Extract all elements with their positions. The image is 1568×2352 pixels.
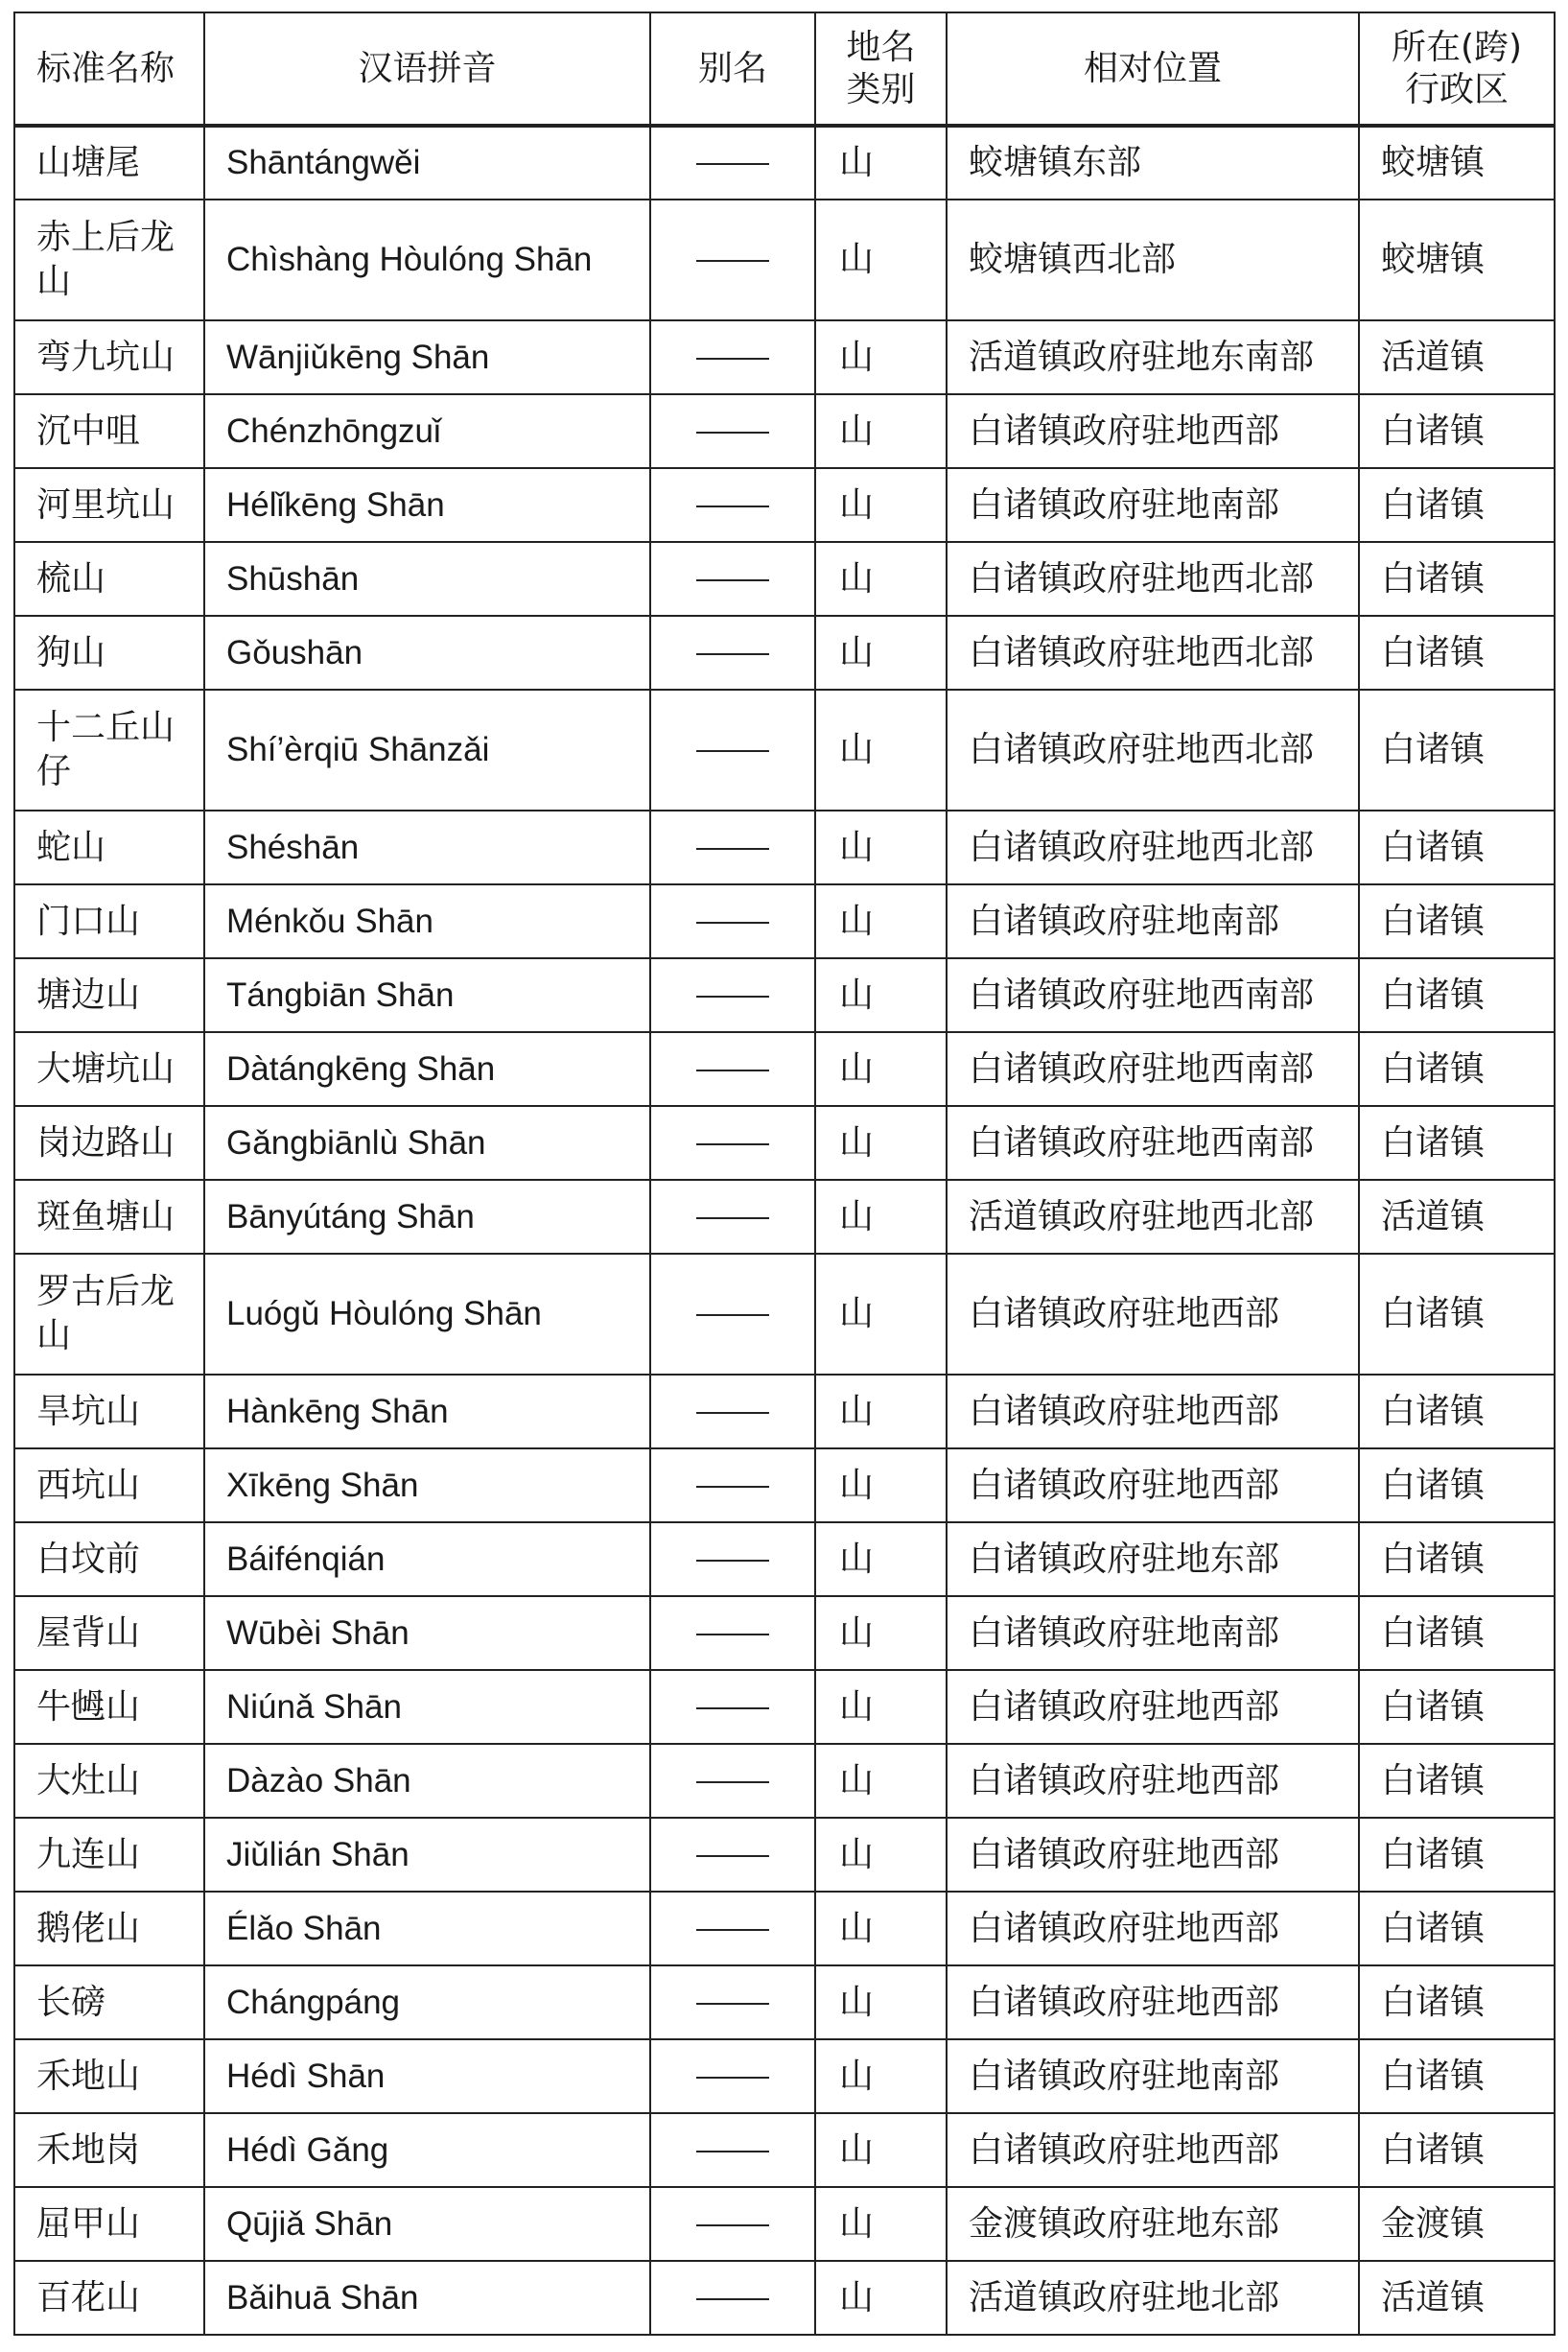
place-type-cell: 山	[815, 126, 947, 200]
pinyin-cell: Ménkǒu Shān	[204, 884, 650, 958]
alias-dash	[696, 260, 769, 262]
relative-position-cell: 蛟塘镇东部	[947, 126, 1359, 200]
alias-dash	[696, 2151, 769, 2152]
table-row	[14, 811, 1555, 884]
standard-name-cell: 旱坑山	[14, 1375, 204, 1448]
relative-position-cell: 活道镇政府驻地西北部	[947, 1180, 1359, 1254]
alias-cell	[650, 200, 815, 320]
alias-cell	[650, 1375, 815, 1448]
place-type-cell: 山	[815, 2261, 947, 2335]
table-row	[14, 1375, 1555, 1448]
relative-position-cell: 活道镇政府驻地东南部	[947, 320, 1359, 394]
alias-dash	[696, 750, 769, 752]
header-admin-region	[1359, 12, 1555, 126]
admin-region-cell: 白诸镇	[1359, 1965, 1555, 2039]
place-type-cell: 山	[815, 1892, 947, 1965]
place-type-cell: 山	[815, 1670, 947, 1744]
alias-cell	[650, 2187, 815, 2261]
alias-cell	[650, 320, 815, 394]
admin-region-cell: 白诸镇	[1359, 1375, 1555, 1448]
pinyin-cell: Qūjiǎ Shān	[204, 2187, 650, 2261]
pinyin-cell: Báifénqián	[204, 1522, 650, 1596]
relative-position-cell: 白诸镇政府驻地西部	[947, 1448, 1359, 1522]
standard-name-cell: 长磅	[14, 1965, 204, 2039]
relative-position-cell: 白诸镇政府驻地西部	[947, 1375, 1359, 1448]
relative-position-cell: 白诸镇政府驻地西南部	[947, 958, 1359, 1032]
alias-dash	[696, 1707, 769, 1709]
standard-name-cell: 弯九坑山	[14, 320, 204, 394]
place-type-cell: 山	[815, 200, 947, 320]
standard-name-cell: 西坑山	[14, 1448, 204, 1522]
relative-position-cell: 白诸镇政府驻地西南部	[947, 1032, 1359, 1106]
relative-position-cell: 白诸镇政府驻地南部	[947, 468, 1359, 542]
pinyin-cell: Bǎihuā Shān	[204, 2261, 650, 2335]
admin-region-cell: 白诸镇	[1359, 394, 1555, 468]
standard-name-cell: 梳山	[14, 542, 204, 616]
table-row	[14, 126, 1555, 200]
relative-position-cell: 白诸镇政府驻地西部	[947, 394, 1359, 468]
table-row	[14, 1670, 1555, 1744]
alias-dash	[696, 506, 769, 507]
alias-cell	[650, 1522, 815, 1596]
place-type-cell: 山	[815, 320, 947, 394]
alias-dash	[696, 432, 769, 434]
pinyin-cell: Wūbèi Shān	[204, 1596, 650, 1670]
pinyin-cell: Jiǔlián Shān	[204, 1818, 650, 1892]
alias-cell	[650, 811, 815, 884]
place-type-cell: 山	[815, 1744, 947, 1818]
alias-dash	[696, 922, 769, 924]
place-type-cell: 山	[815, 1375, 947, 1448]
relative-position-cell: 白诸镇政府驻地西部	[947, 1965, 1359, 2039]
alias-cell	[650, 1744, 815, 1818]
alias-cell	[650, 2039, 815, 2113]
pinyin-cell: Niúnǎ Shān	[204, 1670, 650, 1744]
table-row	[14, 542, 1555, 616]
table-row	[14, 200, 1555, 320]
standard-name-cell: 百花山	[14, 2261, 204, 2335]
header-admin-region-line1: 所在(跨)	[1391, 27, 1523, 67]
alias-dash	[696, 2077, 769, 2079]
admin-region-cell: 蛟塘镇	[1359, 200, 1555, 320]
relative-position-cell: 金渡镇政府驻地东部	[947, 2187, 1359, 2261]
relative-position-cell: 白诸镇政府驻地西北部	[947, 690, 1359, 811]
table-row	[14, 1818, 1555, 1892]
pinyin-cell: Gǒushān	[204, 616, 650, 690]
pinyin-cell: Wānjiǔkēng Shān	[204, 320, 650, 394]
admin-region-cell: 白诸镇	[1359, 1254, 1555, 1375]
table-row	[14, 616, 1555, 690]
table-row	[14, 394, 1555, 468]
alias-cell	[650, 1106, 815, 1180]
place-type-cell: 山	[815, 2113, 947, 2187]
pinyin-cell: Xīkēng Shān	[204, 1448, 650, 1522]
pinyin-cell: Bānyútáng Shān	[204, 1180, 650, 1254]
admin-region-cell: 蛟塘镇	[1359, 126, 1555, 200]
header-relative-position: 相对位置	[947, 12, 1359, 126]
table-row	[14, 2113, 1555, 2187]
table-row	[14, 1522, 1555, 1596]
table-row	[14, 468, 1555, 542]
alias-dash	[696, 1314, 769, 1316]
pinyin-cell: Shéshān	[204, 811, 650, 884]
admin-region-cell: 白诸镇	[1359, 616, 1555, 690]
relative-position-cell: 白诸镇政府驻地南部	[947, 1596, 1359, 1670]
relative-position-cell: 白诸镇政府驻地西部	[947, 2113, 1359, 2187]
alias-cell	[650, 1448, 815, 1522]
admin-region-cell: 白诸镇	[1359, 1596, 1555, 1670]
place-type-cell: 山	[815, 1522, 947, 1596]
header-admin-region-line2: 行政区	[1404, 69, 1509, 109]
header-alias: 别名	[650, 12, 815, 126]
standard-name-cell: 禾地山	[14, 2039, 204, 2113]
alias-cell	[650, 468, 815, 542]
alias-cell	[650, 616, 815, 690]
relative-position-cell: 白诸镇政府驻地南部	[947, 2039, 1359, 2113]
place-type-cell: 山	[815, 394, 947, 468]
standard-name-cell: 禾地岗	[14, 2113, 204, 2187]
alias-dash	[696, 1929, 769, 1931]
place-type-cell: 山	[815, 468, 947, 542]
table-row	[14, 1448, 1555, 1522]
pinyin-cell: Shūshān	[204, 542, 650, 616]
alias-cell	[650, 1892, 815, 1965]
table-body	[14, 126, 1555, 2335]
standard-name-cell: 狗山	[14, 616, 204, 690]
header-place-type-line2: 类别	[846, 69, 916, 109]
place-type-cell: 山	[815, 2187, 947, 2261]
header-place-type-line1: 地名	[846, 27, 916, 67]
alias-cell	[650, 1965, 815, 2039]
standard-name-cell: 塘边山	[14, 958, 204, 1032]
alias-dash	[696, 1855, 769, 1857]
relative-position-cell: 白诸镇政府驻地西部	[947, 1254, 1359, 1375]
admin-region-cell: 白诸镇	[1359, 1106, 1555, 1180]
alias-cell	[650, 2113, 815, 2187]
admin-region-cell: 金渡镇	[1359, 2187, 1555, 2261]
alias-cell	[650, 542, 815, 616]
alias-dash	[696, 358, 769, 360]
alias-cell	[650, 394, 815, 468]
place-type-cell: 山	[815, 690, 947, 811]
table-row	[14, 1744, 1555, 1818]
standard-name-cell: 岗边路山	[14, 1106, 204, 1180]
admin-region-cell: 白诸镇	[1359, 1818, 1555, 1892]
alias-dash	[696, 2224, 769, 2226]
admin-region-cell: 白诸镇	[1359, 1892, 1555, 1965]
alias-dash	[696, 2298, 769, 2300]
pinyin-cell: Élǎo Shān	[204, 1892, 650, 1965]
table-row	[14, 884, 1555, 958]
relative-position-cell: 蛟塘镇西北部	[947, 200, 1359, 320]
place-type-cell: 山	[815, 1032, 947, 1106]
admin-region-cell: 白诸镇	[1359, 1670, 1555, 1744]
table-row	[14, 2187, 1555, 2261]
place-type-cell: 山	[815, 884, 947, 958]
admin-region-cell: 活道镇	[1359, 1180, 1555, 1254]
alias-cell	[650, 1032, 815, 1106]
pinyin-cell: Dàtángkēng Shān	[204, 1032, 650, 1106]
table-row	[14, 1596, 1555, 1670]
relative-position-cell: 白诸镇政府驻地西部	[947, 1818, 1359, 1892]
standard-name-cell: 门口山	[14, 884, 204, 958]
alias-cell	[650, 1670, 815, 1744]
relative-position-cell: 白诸镇政府驻地西部	[947, 1670, 1359, 1744]
table-row	[14, 1032, 1555, 1106]
table-row	[14, 2261, 1555, 2335]
place-type-cell: 山	[815, 1818, 947, 1892]
alias-cell	[650, 958, 815, 1032]
alias-dash	[696, 1486, 769, 1488]
alias-cell	[650, 884, 815, 958]
table-header-row	[14, 12, 1555, 126]
admin-region-cell: 白诸镇	[1359, 884, 1555, 958]
alias-dash	[696, 1634, 769, 1635]
alias-dash	[696, 163, 769, 165]
standard-name-cell: 赤上后龙山	[14, 200, 204, 320]
relative-position-cell: 白诸镇政府驻地西北部	[947, 616, 1359, 690]
alias-dash	[696, 1781, 769, 1783]
alias-dash	[696, 1070, 769, 1071]
admin-region-cell: 白诸镇	[1359, 468, 1555, 542]
place-type-cell: 山	[815, 1596, 947, 1670]
alias-cell	[650, 126, 815, 200]
place-type-cell: 山	[815, 1180, 947, 1254]
alias-dash	[696, 1560, 769, 1562]
place-type-cell: 山	[815, 958, 947, 1032]
header-standard-name: 标准名称	[14, 12, 204, 126]
admin-region-cell: 白诸镇	[1359, 1448, 1555, 1522]
place-type-cell: 山	[815, 1106, 947, 1180]
place-type-cell: 山	[815, 2039, 947, 2113]
pinyin-cell: Chìshàng Hòulóng Shān	[204, 200, 650, 320]
table-row	[14, 1892, 1555, 1965]
place-type-cell: 山	[815, 1254, 947, 1375]
alias-dash	[696, 653, 769, 655]
admin-region-cell: 白诸镇	[1359, 811, 1555, 884]
place-name-table	[13, 12, 1556, 2336]
alias-dash	[696, 2003, 769, 2005]
relative-position-cell: 白诸镇政府驻地西部	[947, 1892, 1359, 1965]
standard-name-cell: 大灶山	[14, 1744, 204, 1818]
pinyin-cell: Shí’èrqiū Shānzǎi	[204, 690, 650, 811]
pinyin-cell: Tángbiān Shān	[204, 958, 650, 1032]
admin-region-cell: 活道镇	[1359, 2261, 1555, 2335]
place-type-cell: 山	[815, 811, 947, 884]
alias-cell	[650, 1818, 815, 1892]
admin-region-cell: 白诸镇	[1359, 542, 1555, 616]
standard-name-cell: 沉中咀	[14, 394, 204, 468]
standard-name-cell: 大塘坑山	[14, 1032, 204, 1106]
relative-position-cell: 白诸镇政府驻地西部	[947, 1744, 1359, 1818]
pinyin-cell: Chénzhōngzuǐ	[204, 394, 650, 468]
standard-name-cell: 山塘尾	[14, 126, 204, 200]
alias-cell	[650, 1596, 815, 1670]
standard-name-cell: 斑鱼塘山	[14, 1180, 204, 1254]
alias-dash	[696, 1217, 769, 1219]
admin-region-cell: 活道镇	[1359, 320, 1555, 394]
alias-dash	[696, 1412, 769, 1414]
table-row	[14, 958, 1555, 1032]
pinyin-cell: Hélǐkēng Shān	[204, 468, 650, 542]
admin-region-cell: 白诸镇	[1359, 2039, 1555, 2113]
admin-region-cell: 白诸镇	[1359, 1744, 1555, 1818]
admin-region-cell: 白诸镇	[1359, 1522, 1555, 1596]
pinyin-cell: Dàzào Shān	[204, 1744, 650, 1818]
pinyin-cell: Hédì Shān	[204, 2039, 650, 2113]
header-pinyin: 汉语拼音	[204, 12, 650, 126]
relative-position-cell: 活道镇政府驻地北部	[947, 2261, 1359, 2335]
standard-name-cell: 河里坑山	[14, 468, 204, 542]
pinyin-cell: Shāntángwěi	[204, 126, 650, 200]
relative-position-cell: 白诸镇政府驻地西南部	[947, 1106, 1359, 1180]
table-row	[14, 690, 1555, 811]
standard-name-cell: 屈甲山	[14, 2187, 204, 2261]
alias-dash	[696, 1143, 769, 1145]
place-type-cell: 山	[815, 1448, 947, 1522]
relative-position-cell: 白诸镇政府驻地南部	[947, 884, 1359, 958]
admin-region-cell: 白诸镇	[1359, 690, 1555, 811]
alias-cell	[650, 1180, 815, 1254]
relative-position-cell: 白诸镇政府驻地西北部	[947, 542, 1359, 616]
pinyin-cell: Chángpáng	[204, 1965, 650, 2039]
alias-dash	[696, 579, 769, 581]
table-row	[14, 1254, 1555, 1375]
table-row	[14, 1106, 1555, 1180]
standard-name-cell: 屋背山	[14, 1596, 204, 1670]
standard-name-cell: 白坟前	[14, 1522, 204, 1596]
pinyin-cell: Gǎngbiānlù Shān	[204, 1106, 650, 1180]
table-row	[14, 1180, 1555, 1254]
table-row	[14, 320, 1555, 394]
alias-cell	[650, 690, 815, 811]
alias-dash	[696, 848, 769, 850]
standard-name-cell: 罗古后龙山	[14, 1254, 204, 1375]
header-place-type	[815, 12, 947, 126]
table-row	[14, 1965, 1555, 2039]
alias-cell	[650, 2261, 815, 2335]
alias-cell	[650, 1254, 815, 1375]
pinyin-cell: Luógǔ Hòulóng Shān	[204, 1254, 650, 1375]
admin-region-cell: 白诸镇	[1359, 2113, 1555, 2187]
pinyin-cell: Hédì Gǎng	[204, 2113, 650, 2187]
standard-name-cell: 十二丘山仔	[14, 690, 204, 811]
standard-name-cell: 鹅佬山	[14, 1892, 204, 1965]
alias-dash	[696, 996, 769, 998]
relative-position-cell: 白诸镇政府驻地西北部	[947, 811, 1359, 884]
admin-region-cell: 白诸镇	[1359, 958, 1555, 1032]
place-type-cell: 山	[815, 1965, 947, 2039]
place-type-cell: 山	[815, 616, 947, 690]
admin-region-cell: 白诸镇	[1359, 1032, 1555, 1106]
standard-name-cell: 蛇山	[14, 811, 204, 884]
standard-name-cell: 九连山	[14, 1818, 204, 1892]
table-row	[14, 2039, 1555, 2113]
relative-position-cell: 白诸镇政府驻地东部	[947, 1522, 1359, 1596]
place-type-cell: 山	[815, 542, 947, 616]
pinyin-cell: Hànkēng Shān	[204, 1375, 650, 1448]
standard-name-cell: 牛乸山	[14, 1670, 204, 1744]
